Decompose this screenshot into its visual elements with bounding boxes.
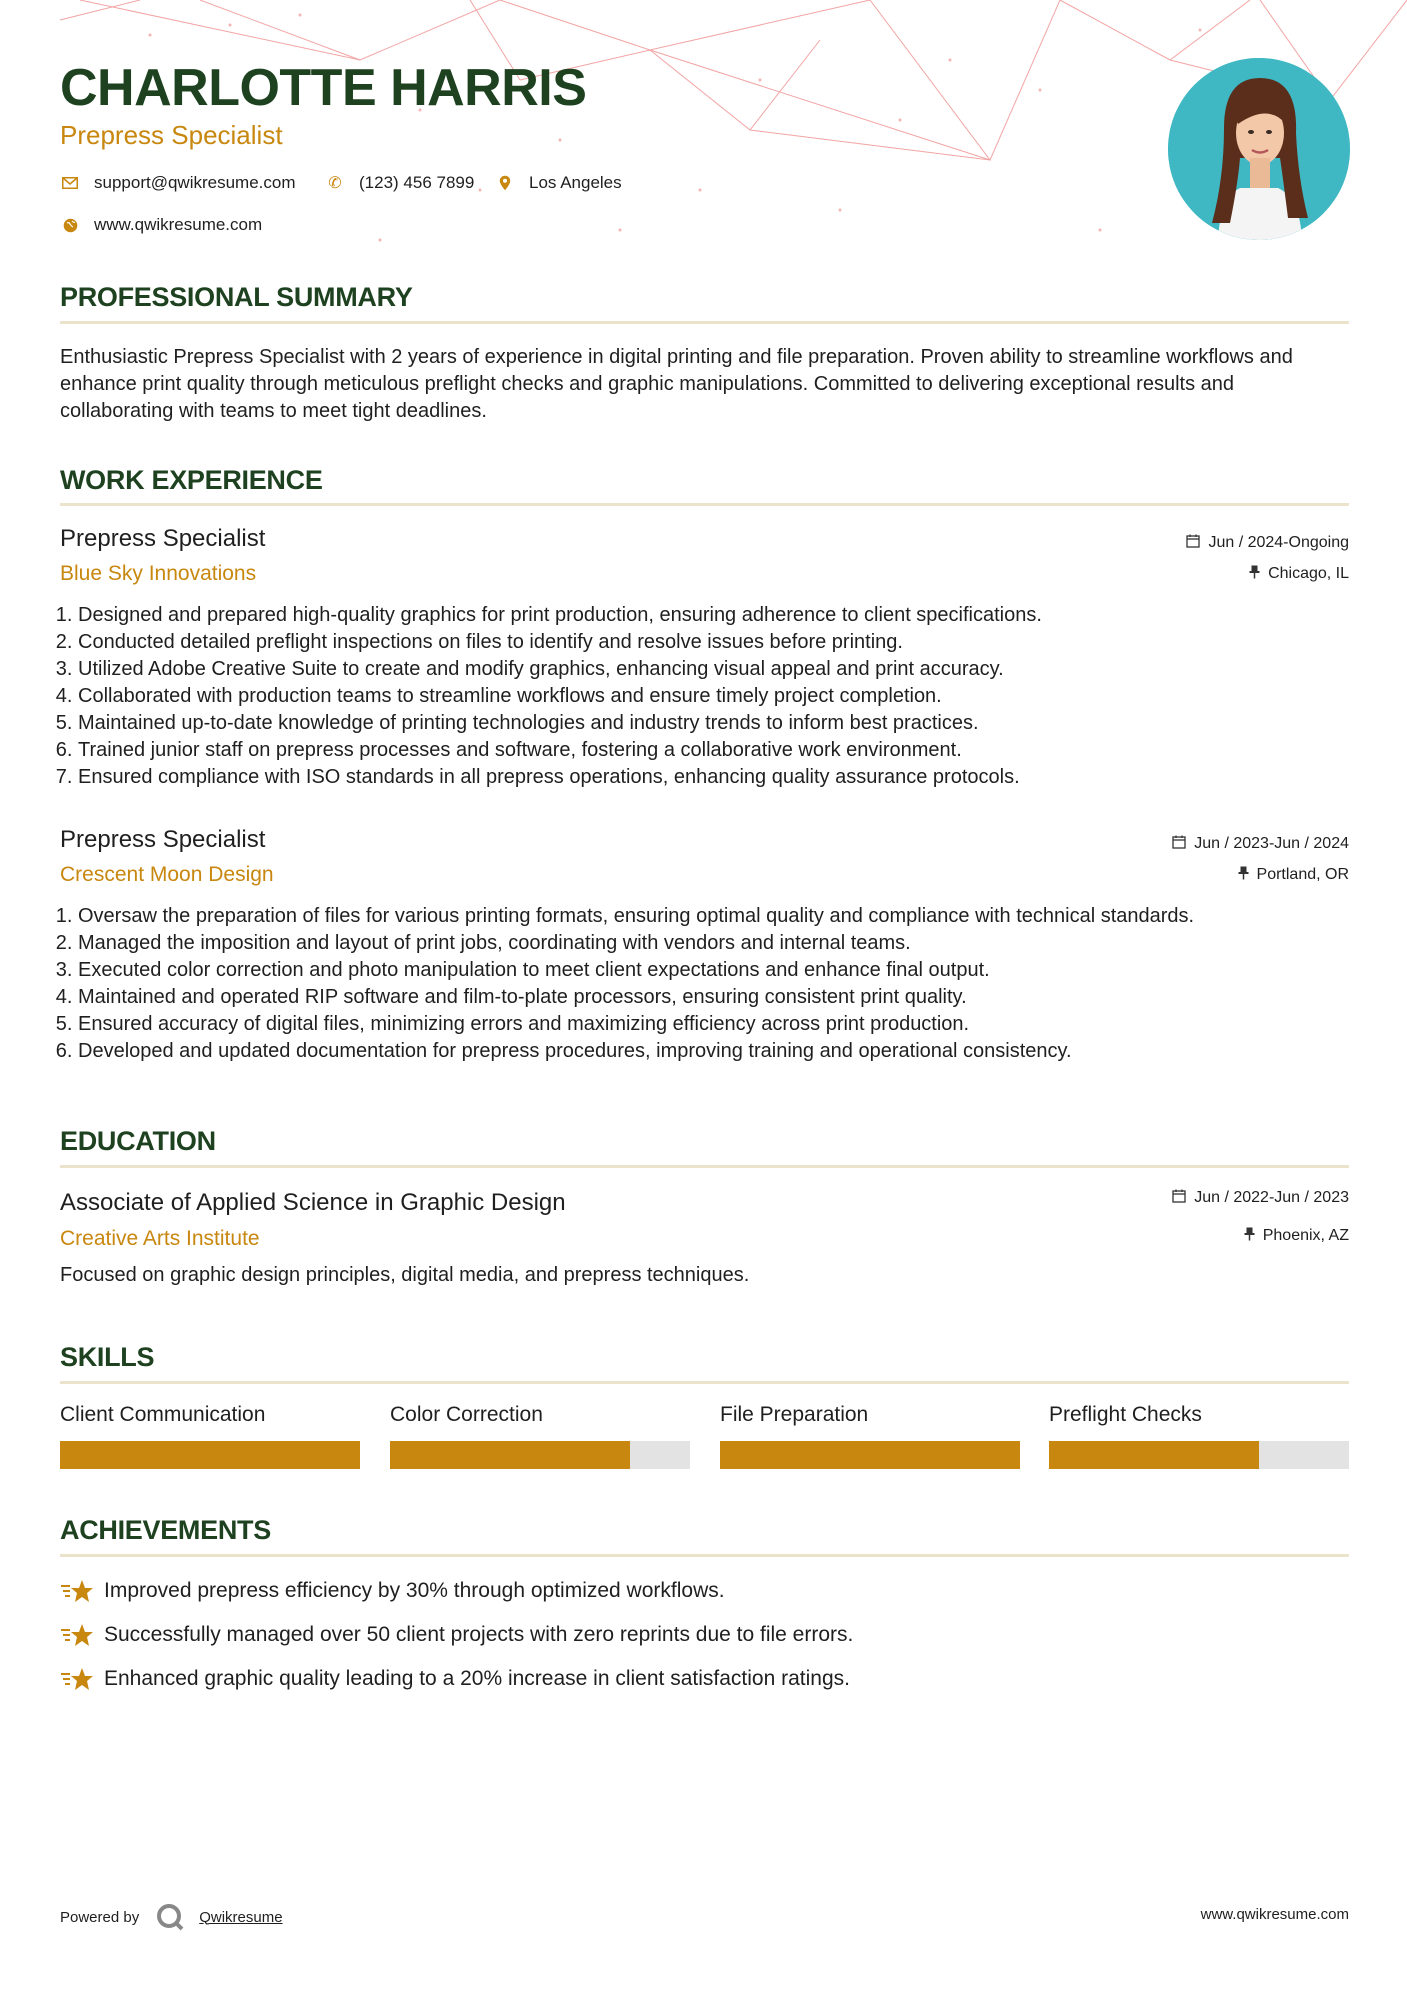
email-text: support@qwikresume.com	[94, 173, 296, 192]
powered-by-label: Powered by	[60, 1908, 140, 1926]
star-icon	[60, 1665, 94, 1693]
list-item: 5. Maintained up-to-date knowledge of printing technologies and industry trends to inform best practices.	[78, 710, 1378, 737]
globe-icon	[60, 218, 80, 233]
qwikresume-logo-icon	[155, 1902, 185, 1932]
education-location	[1244, 1227, 1349, 1245]
job-location-1	[1249, 565, 1349, 583]
contact-email[interactable]	[60, 173, 296, 193]
list-item: 3. Utilized Adobe Creative Suite to create and modify graphics, enhancing visual appeal and print accuracy.	[78, 656, 1378, 683]
summary-heading: PROFESSIONAL SUMMARY	[60, 282, 413, 312]
achievements-heading: ACHIEVEMENTS	[60, 1515, 271, 1545]
qwikresume-link[interactable]: Qwikresume	[199, 1908, 283, 1926]
skill-label: Client Communication	[60, 1403, 266, 1426]
skill-bar	[390, 1441, 690, 1469]
list-item: 1. Designed and prepared high-quality graphics for print production, ensuring adherence to client specifications.	[78, 602, 1378, 629]
section-divider	[60, 1165, 1349, 1168]
list-item: 5. Ensured accuracy of digital files, minimizing errors and maximizing efficiency across print production.	[78, 1011, 1378, 1038]
job-title-2: Prepress Specialist	[60, 826, 266, 853]
candidate-name: CHARLOTTE HARRIS	[60, 59, 587, 117]
education-description: Focused on graphic design principles, digital media, and prepress techniques.	[60, 1264, 750, 1286]
job-bullets-2	[52, 903, 1378, 1065]
section-divider	[60, 1381, 1349, 1384]
job-dates-text: Jun / 2023-Jun / 2024	[1194, 835, 1349, 852]
list-item: 6. Developed and updated documentation for prepress procedures, improving training and operational consistency.	[78, 1038, 1378, 1065]
location-text: Los Angeles	[529, 173, 622, 192]
calendar-icon	[1172, 835, 1186, 853]
footer-website[interactable]: www.qwikresume.com	[1200, 1906, 1349, 1923]
section-divider	[60, 503, 1349, 506]
phone-icon: ✆	[328, 175, 342, 192]
section-divider	[60, 321, 1349, 324]
envelope-icon	[60, 177, 80, 189]
job-dates-text: Jun / 2024-Ongoing	[1208, 534, 1349, 551]
skill-bar	[720, 1441, 1020, 1469]
skill-bar-fill	[390, 1441, 630, 1469]
school-name: Creative Arts Institute	[60, 1227, 260, 1250]
education-heading: EDUCATION	[60, 1126, 216, 1156]
achievement-text: Successfully managed over 50 client projects with zero reprints due to file errors.	[104, 1623, 854, 1646]
experience-heading: WORK EXPERIENCE	[60, 465, 323, 495]
degree-title: Associate of Applied Science in Graphic Design	[60, 1189, 566, 1216]
map-pin-icon	[495, 175, 515, 191]
list-item: 1. Oversaw the preparation of files for various printing formats, ensuring optimal quality and compliance with technical standards.	[78, 903, 1378, 930]
job-location-text: Chicago, IL	[1268, 565, 1349, 582]
list-item: 3. Executed color correction and photo manipulation to meet client expectations and enhance final output.	[78, 957, 1378, 984]
list-item: 2. Managed the imposition and layout of print jobs, coordinating with vendors and internal teams.	[78, 930, 1378, 957]
contact-location	[495, 173, 622, 193]
list-item: 4. Maintained and operated RIP software and film-to-plate processors, ensuring consistent print quality.	[78, 984, 1378, 1011]
pushpin-icon	[1238, 866, 1249, 884]
education-location-text: Phoenix, AZ	[1262, 1227, 1349, 1244]
education-dates-text: Jun / 2022-Jun / 2023	[1194, 1189, 1349, 1206]
achievement-item	[60, 1577, 725, 1605]
skills-heading: SKILLS	[60, 1342, 155, 1372]
education-dates	[1172, 1189, 1349, 1207]
skill-label: File Preparation	[720, 1403, 869, 1426]
skill-bar	[60, 1441, 360, 1469]
job-dates-1	[1186, 534, 1349, 552]
phone-text: (123) 456 7899	[359, 173, 475, 192]
website-text: www.qwikresume.com	[94, 215, 263, 234]
achievement-item	[60, 1665, 850, 1693]
footer-powered-by	[60, 1902, 283, 1932]
skill-bar	[1049, 1441, 1349, 1469]
calendar-icon	[1186, 534, 1200, 552]
achievement-item	[60, 1621, 853, 1649]
achievement-text: Enhanced graphic quality leading to a 20% increase in client satisfaction ratings.	[104, 1667, 850, 1690]
job-location-text: Portland, OR	[1256, 866, 1349, 883]
skill-label: Color Correction	[390, 1403, 543, 1426]
skill-bar-fill	[720, 1441, 1020, 1469]
list-item: 6. Trained junior staff on prepress processes and software, fostering a collaborative work environment.	[78, 737, 1378, 764]
job-title-1: Prepress Specialist	[60, 525, 266, 552]
job-company-2: Crescent Moon Design	[60, 863, 274, 886]
contact-phone[interactable]	[325, 173, 474, 193]
list-item: 4. Collaborated with production teams to streamline workflows and ensure timely project completion.	[78, 683, 1378, 710]
skill-bar-fill	[1049, 1441, 1259, 1469]
section-divider	[60, 1554, 1349, 1557]
profile-photo	[1168, 58, 1350, 240]
summary-text: Enthusiastic Prepress Specialist with 2 years of experience in digital printing and file preparation. Proven ability to streamline workflows and enhance print quality through meticulous preflight checks and graphic manipulations. Committed to delivering exceptional results and collaborating with teams to meet tight deadlines.	[60, 346, 1293, 422]
job-location-2	[1238, 866, 1349, 884]
achievement-text: Improved prepress efficiency by 30% through optimized workflows.	[104, 1579, 725, 1602]
skill-bar-fill	[60, 1441, 360, 1469]
contact-website[interactable]	[60, 215, 262, 235]
calendar-icon	[1172, 1189, 1186, 1207]
candidate-title: Prepress Specialist	[60, 120, 283, 150]
star-icon	[60, 1621, 94, 1649]
pushpin-icon	[1249, 565, 1260, 583]
list-item: 2. Conducted detailed preflight inspections on files to identify and resolve issues before printing.	[78, 629, 1378, 656]
job-dates-2	[1172, 835, 1349, 853]
pushpin-icon	[1244, 1227, 1255, 1245]
skill-label: Preflight Checks	[1049, 1403, 1202, 1426]
job-bullets-1	[52, 602, 1378, 791]
list-item: 7. Ensured compliance with ISO standards in all prepress operations, enhancing quality assurance protocols.	[78, 764, 1378, 791]
star-icon	[60, 1577, 94, 1605]
job-company-1: Blue Sky Innovations	[60, 562, 257, 585]
